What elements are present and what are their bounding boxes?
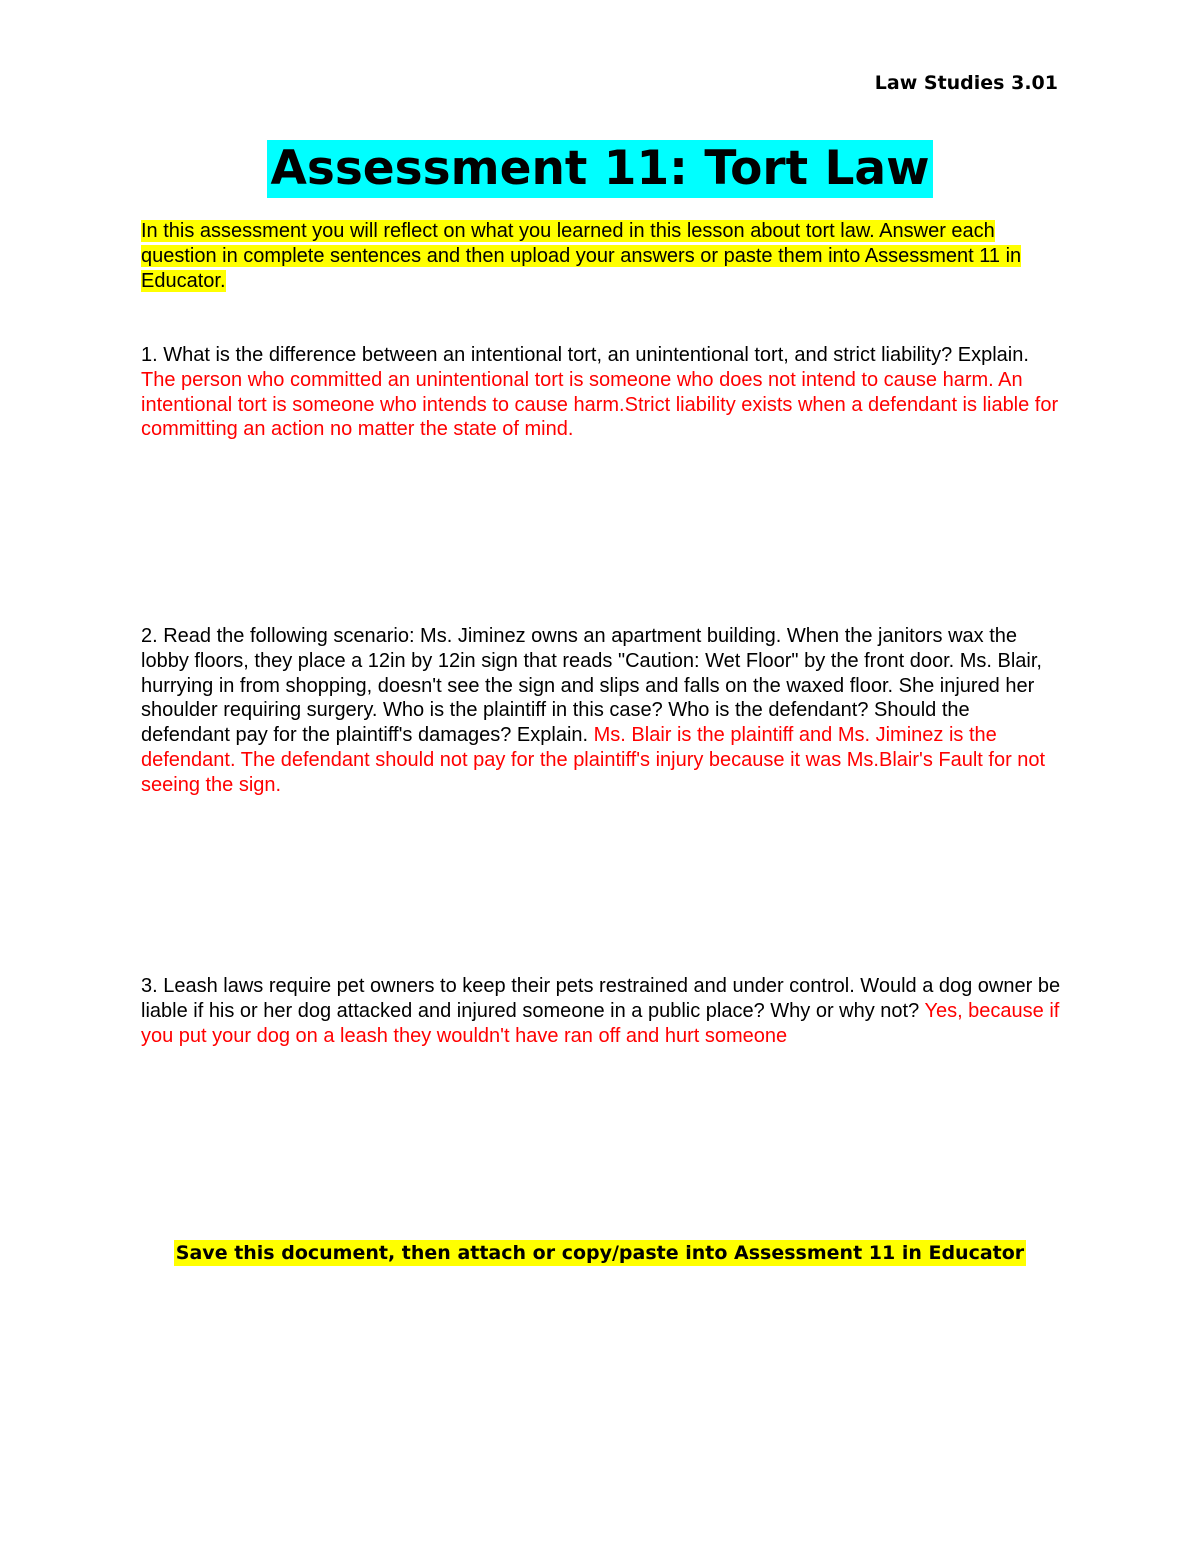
question-1-text: 1. What is the difference between an intentional tort, an unintentional tort, and strict liability? Explain. bbox=[141, 344, 1029, 366]
question-3-answer: Yes, because if you put your dog on a leash they wouldn't have ran off and hurt someone bbox=[141, 999, 1060, 1047]
page-title: Assessment 11: Tort Law bbox=[267, 140, 932, 198]
footer-container bbox=[0, 1240, 1200, 1266]
question-3-text: 3. Leash laws require pet owners to keep their pets restrained and under control. Would a dog owner be liable if his or her dog attacked and injured someone in a public place? Why or why not? bbox=[141, 975, 1061, 1022]
title-container bbox=[0, 140, 1200, 198]
course-label: Law Studies 3.01 bbox=[874, 72, 1058, 94]
question-1 bbox=[141, 343, 1061, 442]
footer-instruction: Save this document, then attach or copy/paste into Assessment 11 in Educator bbox=[175, 1242, 1025, 1264]
question-3 bbox=[141, 974, 1061, 1048]
question-2-text: 2. Read the following scenario: Ms. Jiminez owns an apartment building. When the janitors wax the lobby floors, they place a 12in by 12in sign that reads "Caution: Wet Floor" by the front door. Ms. Blair, hurrying in from shopping, doesn't see the sign and slips and falls on the waxed floor. She injured her shoulder requiring surgery. Who is the plaintiff in this case? Who is the defendant? Should the defendant pay for the plaintiff's damages? Explain. bbox=[141, 625, 1042, 747]
question-2 bbox=[141, 624, 1061, 798]
question-1-answer: The person who committed an unintentional tort is someone who does not intend to cause harm. An intentional tort is someone who intends to cause harm.Strict liability exists when a defendant is liable for committing an action no matter the state of mind. bbox=[141, 368, 1059, 441]
intro-text: In this assessment you will reflect on what you learned in this lesson about tort law. Answer each question in complete sentences and then upload your answers or paste them into Assessment 11 in Educator. bbox=[141, 220, 1022, 292]
question-2-answer: Ms. Blair is the plaintiff and Ms. Jiminez is the defendant. The defendant should not pay for the plaintiff's injury because it was Ms.Blair's Fault for not seeing the sign. bbox=[141, 724, 1046, 796]
intro-paragraph bbox=[141, 219, 1061, 293]
